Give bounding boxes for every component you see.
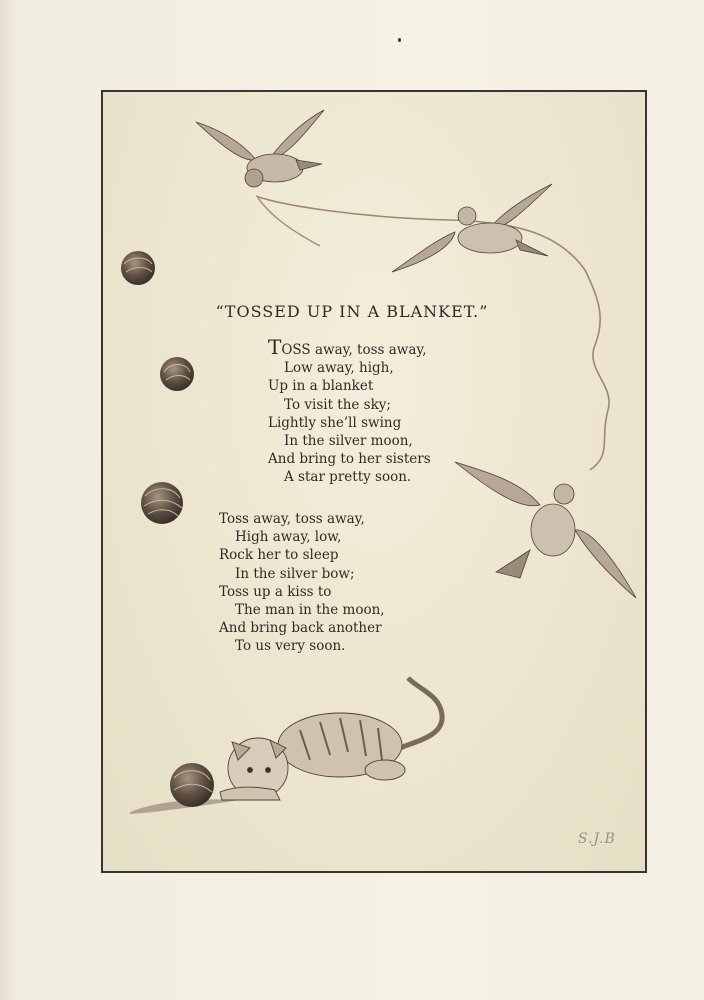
stanza-1-line-8: A star pretty soon.	[284, 469, 412, 486]
kitten-icon	[220, 678, 442, 800]
stanza-1-line-6: In the silver moon,	[284, 433, 413, 450]
artist-signature: S.J.B	[578, 831, 616, 847]
stanza-2-line-4: In the silver bow;	[235, 565, 355, 582]
stanza-2-line-7: And bring back another	[219, 620, 382, 637]
yarn-ball-1-icon	[121, 251, 155, 285]
stanza-1-line-7: And bring to her sisters	[268, 451, 431, 468]
stanza-2-line-8: To us very soon.	[235, 638, 346, 655]
stanza-2-line-6: The man in the moon,	[235, 602, 385, 619]
stanza-2-line-3: Rock her to sleep	[219, 547, 339, 564]
stanza-1-line-3: Up in a blanket	[268, 378, 374, 395]
yarn-ball-floor-icon	[170, 763, 214, 807]
bird-top-icon	[196, 110, 324, 187]
stanza-2-line-2: High away, low,	[235, 529, 342, 546]
stanza-1	[268, 335, 431, 487]
yarn-ball-2-icon	[160, 357, 194, 391]
drop-cap: T	[268, 335, 282, 359]
stanza-1-line-2: Low away, high,	[284, 360, 394, 377]
stanza-2-line-5: Toss up a kiss to	[219, 583, 332, 600]
yarn-ball-3-icon	[141, 482, 183, 524]
stanza-1-line-4: To visit the sky;	[284, 396, 391, 413]
stanza-2-line-1: Toss away, toss away,	[219, 511, 365, 527]
stanza-1-line-5: Lightly she’ll swing	[268, 414, 402, 431]
stanza-2	[219, 510, 385, 656]
poem-title: “TOSSED UP IN A BLANKET.”	[215, 302, 489, 321]
bird-lower-icon	[455, 462, 636, 598]
bird-middle-icon	[392, 184, 552, 272]
stanza-1-line-1: TOSS away, toss away,	[268, 335, 427, 359]
